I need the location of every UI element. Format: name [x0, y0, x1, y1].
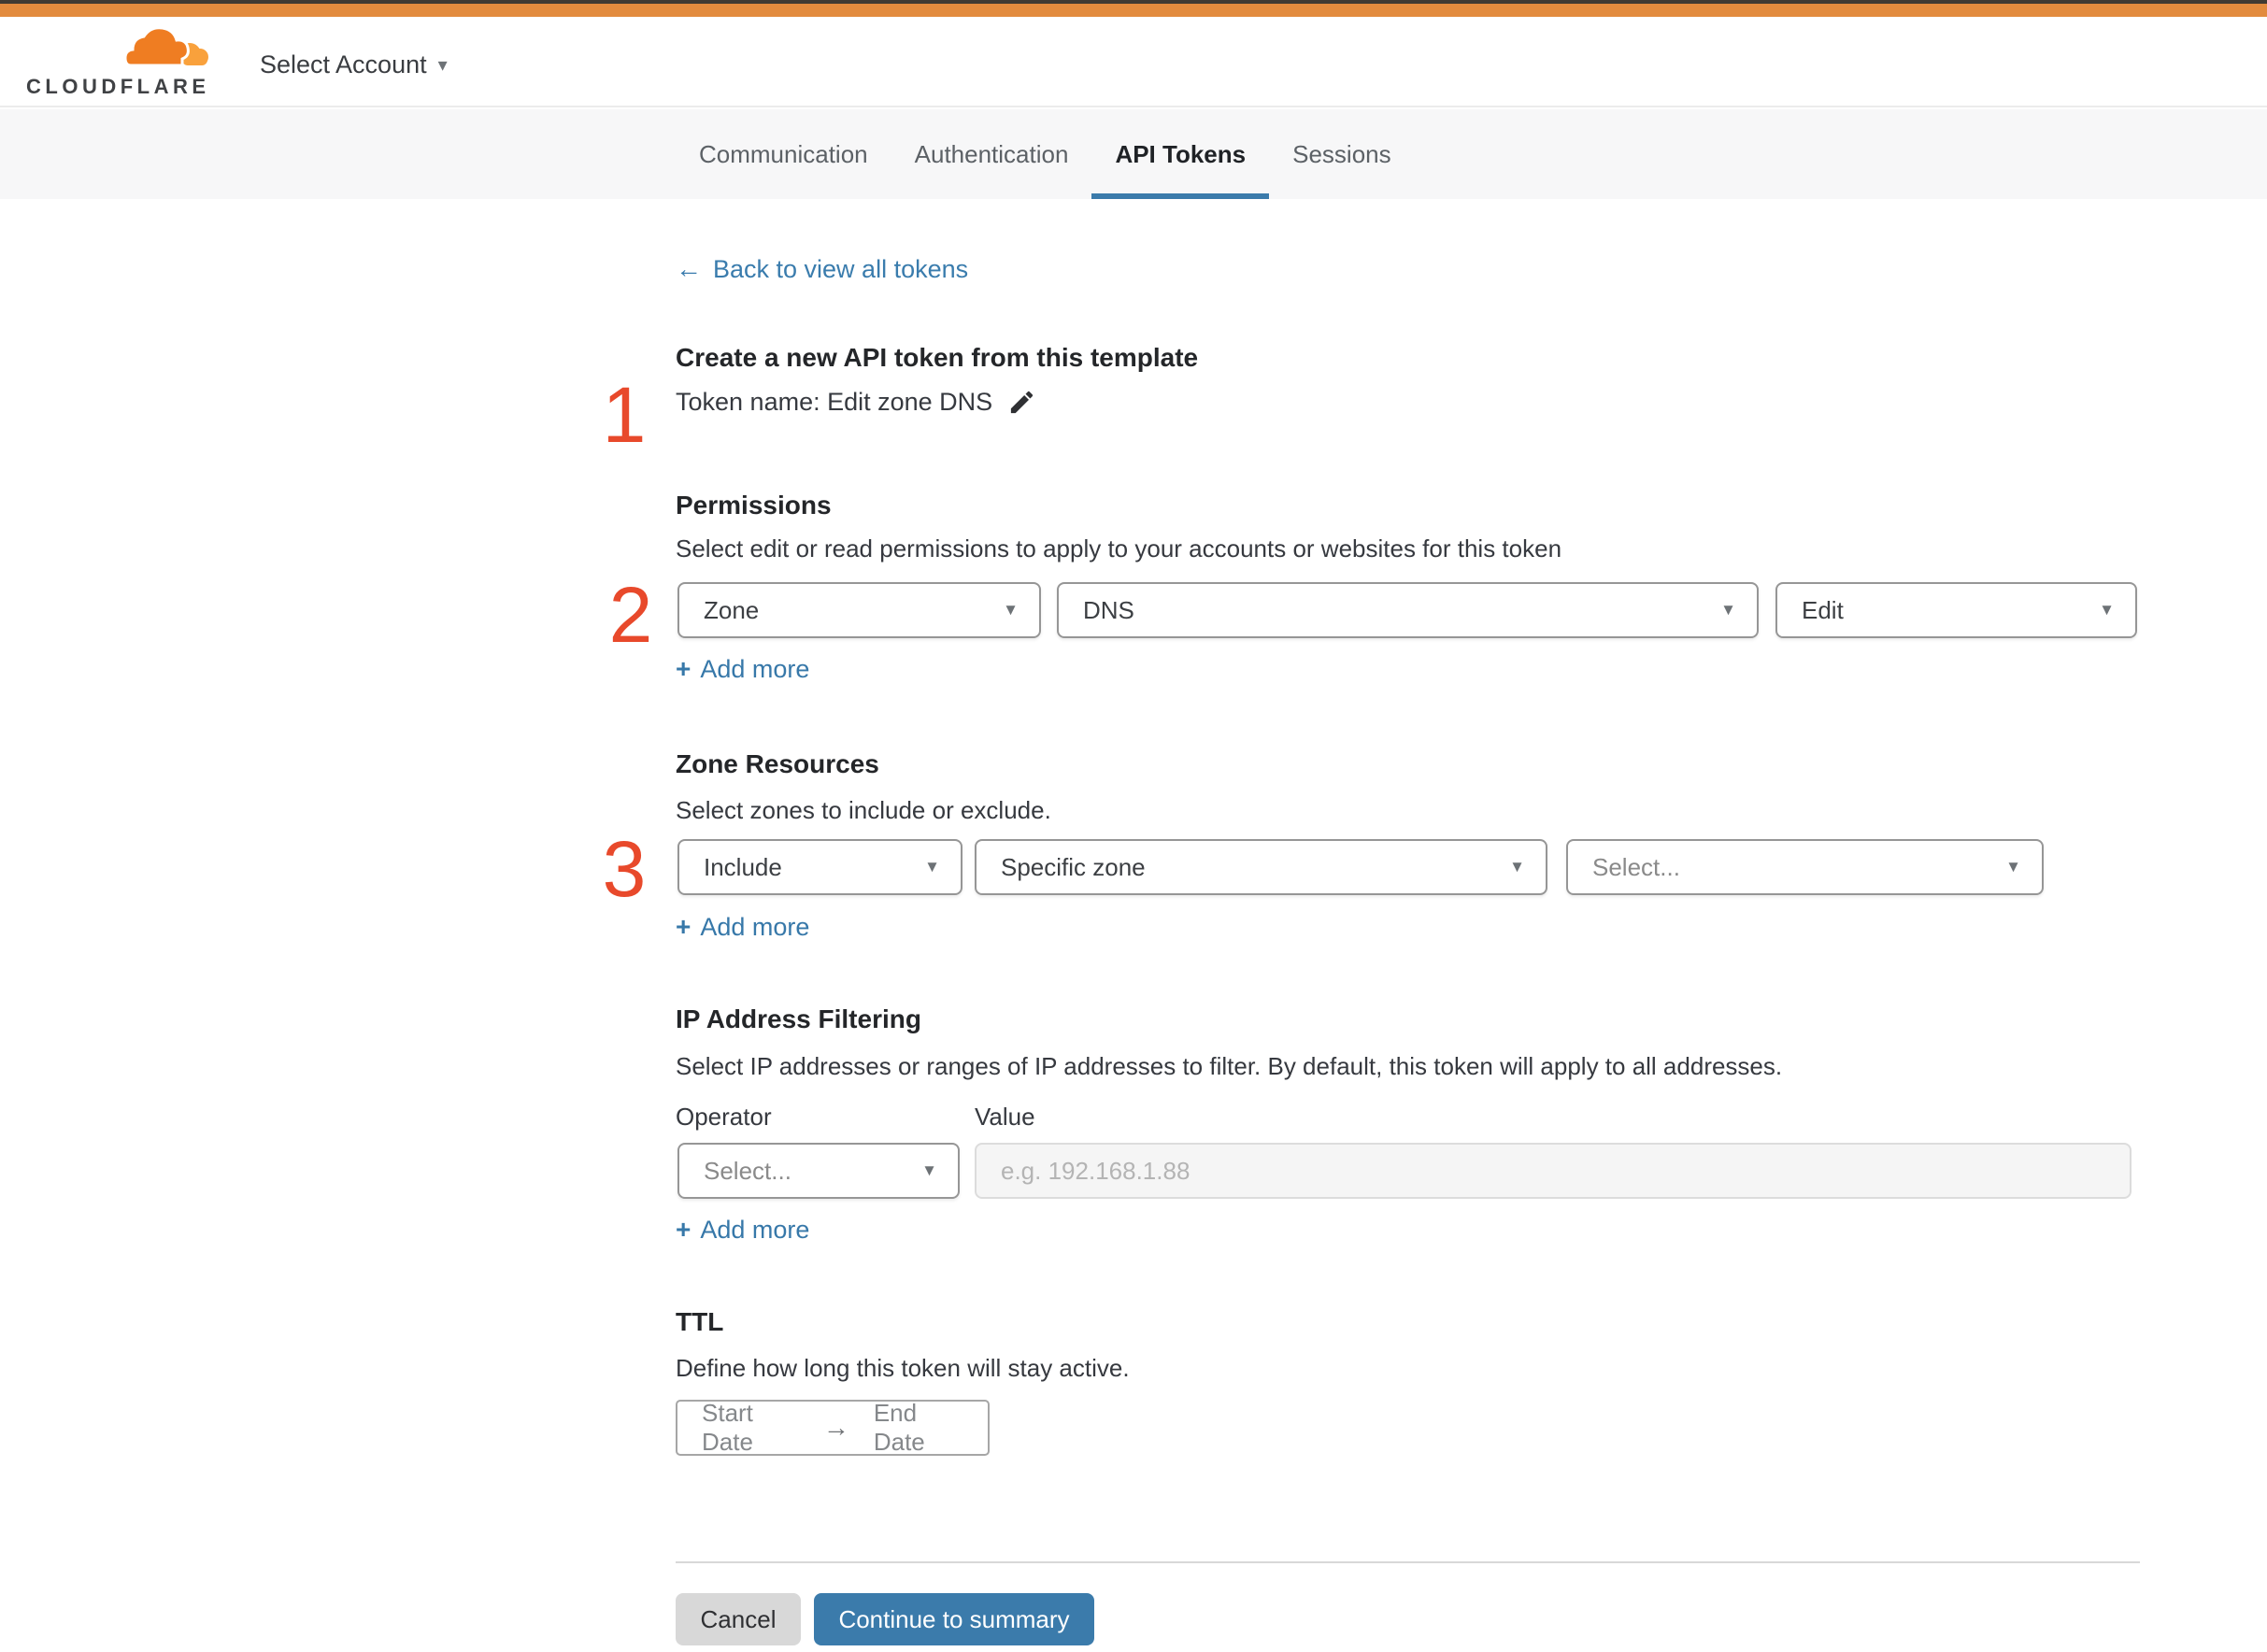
- tabs: [676, 109, 1415, 199]
- create-token-heading: Create a new API token from this template: [676, 343, 1199, 372]
- step-number-3: 3: [602, 825, 647, 913]
- add-more-label: Add more: [700, 1215, 810, 1244]
- zone-mode-select[interactable]: [677, 839, 962, 895]
- zone-type-value: Specific zone: [1001, 852, 1146, 881]
- back-arrow-icon: ←: [676, 254, 702, 283]
- zone-type-select[interactable]: [975, 839, 1547, 895]
- cloudflare-logo[interactable]: [26, 22, 209, 99]
- token-name-line: [676, 388, 1036, 417]
- tab-authentication[interactable]: [891, 109, 1092, 199]
- cloudflare-cloud-icon: [117, 22, 208, 73]
- tab-label: Sessions: [1292, 139, 1391, 168]
- account-selector[interactable]: [260, 50, 448, 79]
- ttl-heading: TTL: [676, 1307, 724, 1336]
- permission-resource-value: DNS: [1083, 595, 1134, 624]
- logo-wordmark: CLOUDFLARE: [26, 75, 210, 98]
- dropdown-caret-icon: ▼: [921, 1161, 937, 1179]
- tab-label: API Tokens: [1115, 139, 1247, 168]
- value-label: Value: [975, 1103, 1035, 1131]
- cancel-button[interactable]: Cancel: [676, 1593, 801, 1645]
- zone-mode-value: Include: [704, 852, 782, 881]
- date-range-arrow-icon: →: [822, 1413, 849, 1442]
- ttl-date-range-picker[interactable]: [676, 1400, 990, 1456]
- continue-to-summary-button[interactable]: Continue to summary: [814, 1593, 1094, 1645]
- end-date-placeholder: End Date: [873, 1399, 925, 1456]
- operator-label: Operator: [676, 1103, 772, 1131]
- ip-operator-select[interactable]: [677, 1143, 960, 1199]
- zone-picker-placeholder: Select...: [1592, 852, 1680, 881]
- ip-value-input: [975, 1143, 2132, 1199]
- footer-divider: [676, 1561, 2140, 1563]
- ip-filtering-heading: IP Address Filtering: [676, 1004, 921, 1033]
- ttl-description: Define how long this token will stay active.: [676, 1354, 1130, 1382]
- dropdown-caret-icon: ▼: [1720, 601, 1736, 619]
- ip-filtering-description: Select IP addresses or ranges of IP addresses to filter. By default, this token will apply to all addresses.: [676, 1052, 1783, 1080]
- dropdown-caret-icon: ▼: [2005, 858, 2021, 876]
- plus-icon: +: [676, 1215, 692, 1244]
- plus-icon: +: [676, 912, 692, 941]
- permission-access-value: Edit: [1802, 595, 1844, 624]
- dropdown-caret-icon: ▼: [1509, 858, 1525, 876]
- permission-scope-select[interactable]: [677, 582, 1041, 638]
- tab-label: Communication: [699, 139, 868, 168]
- back-to-tokens-link[interactable]: [676, 254, 968, 284]
- back-link-label: Back to view all tokens: [713, 254, 969, 283]
- step-number-1: 1: [602, 371, 647, 459]
- add-more-label: Add more: [700, 654, 810, 683]
- account-selector-label: Select Account: [260, 50, 427, 78]
- plus-icon: +: [676, 654, 692, 683]
- chevron-down-icon: ▾: [437, 55, 448, 76]
- add-more-label: Add more: [700, 912, 810, 941]
- permissions-description: Select edit or read permissions to apply to your accounts or websites for this token: [676, 534, 1562, 563]
- zone-resources-heading: Zone Resources: [676, 749, 879, 778]
- tab-communication[interactable]: [676, 109, 891, 199]
- dropdown-caret-icon: ▼: [1003, 601, 1019, 619]
- zone-picker-select[interactable]: [1566, 839, 2044, 895]
- tab-bar: [0, 109, 2267, 199]
- header: [0, 17, 2267, 107]
- tab-label: Authentication: [914, 139, 1069, 168]
- permission-access-select[interactable]: [1775, 582, 2137, 638]
- tab-sessions[interactable]: [1269, 109, 1415, 199]
- top-orange-bar: [0, 4, 2267, 17]
- permission-scope-value: Zone: [704, 595, 760, 624]
- zone-resources-add-more-button[interactable]: [676, 912, 809, 942]
- permissions-heading: Permissions: [676, 491, 832, 520]
- permissions-add-more-button[interactable]: [676, 654, 809, 684]
- tab-api-tokens[interactable]: [1091, 109, 1269, 199]
- permission-resource-select[interactable]: [1057, 582, 1759, 638]
- step-number-2: 2: [608, 571, 653, 659]
- edit-pencil-icon[interactable]: [1007, 388, 1036, 417]
- token-name-text: Token name: Edit zone DNS: [676, 388, 993, 416]
- ip-operator-placeholder: Select...: [704, 1156, 791, 1185]
- zone-resources-description: Select zones to include or exclude.: [676, 796, 1051, 824]
- dropdown-caret-icon: ▼: [2099, 601, 2115, 619]
- ip-filtering-add-more-button[interactable]: [676, 1215, 809, 1245]
- dropdown-caret-icon: ▼: [924, 858, 940, 876]
- start-date-placeholder: Start Date: [702, 1399, 753, 1456]
